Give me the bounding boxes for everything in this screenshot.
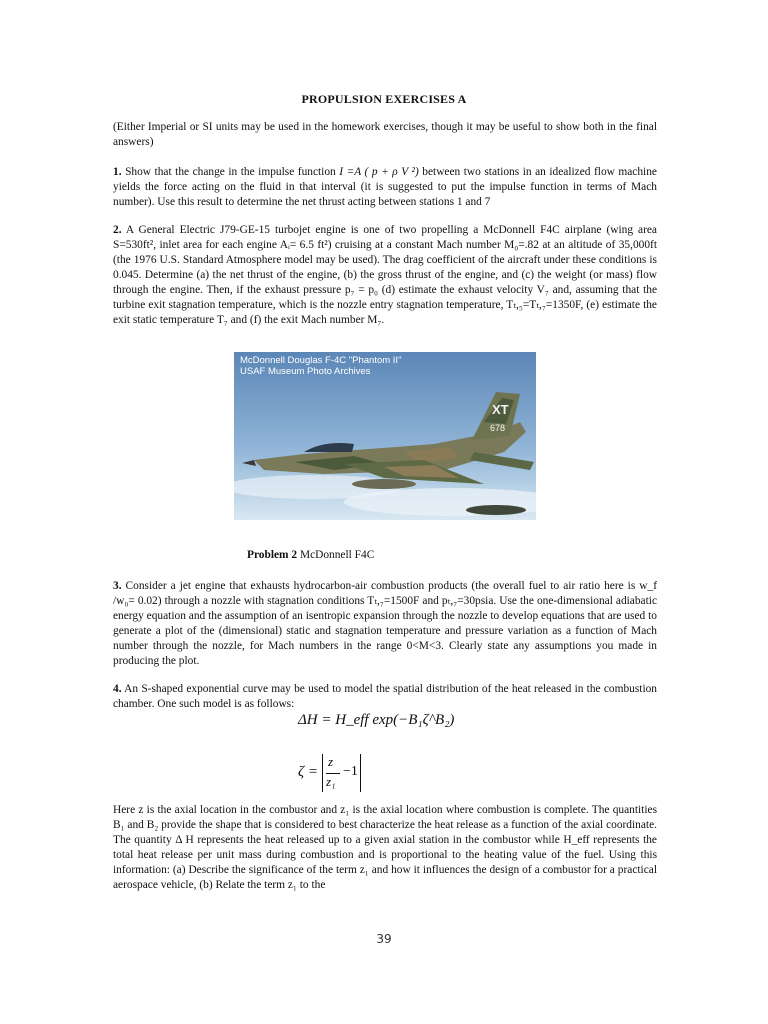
zeta-minus-one: −1 (343, 764, 358, 779)
problem-3-number: 3. (113, 580, 122, 592)
problem-1-text-a: Show that the change in the impulse function (121, 166, 340, 178)
photo-credit-line-1: McDonnell Douglas F-4C "Phantom II" (240, 355, 402, 366)
intro-paragraph: (Either Imperial or SI units may be used in the homework exercises, though it may be useful to show both in the final answers) (113, 121, 657, 148)
impulse-formula: I =A ( p + ρ V ²) (339, 166, 419, 178)
figure-caption (247, 549, 374, 561)
photo-credit-line-2: USAF Museum Photo Archives (240, 366, 371, 377)
tail-number-text: 678 (490, 423, 506, 433)
problem-3-text: Consider a jet engine that exhausts hydrocarbon-air combustion products (the overall fuel to air ratio here is w_f /w₀= 0.02) through a nozzle with stagnation conditions Tₜ,₇=1500F and pₜ,₇=30psia. Use the one-dimensional adiabatic energy equation and the assumption of an isentropic expansion through the nozzle to develop equations that are used to generate a plot of the (dimensional) static and stagnation temperature and pressure variation as a function of Mach number through the nozzle, for Mach numbers in the range 0<M<3. Clearly state any assumptions you made in producing the plot. (113, 580, 657, 667)
problem-4-number: 4. (113, 683, 122, 695)
problem-3-paragraph (113, 579, 657, 669)
f4c-phantom-image (234, 352, 536, 520)
tail-code-text: XT (492, 402, 509, 417)
abs-bar-right (360, 754, 361, 792)
page-title: PROPULSION EXERCISES A (301, 92, 467, 106)
zeta-fraction-num: z (328, 754, 334, 769)
page-number: 39 (376, 932, 392, 946)
problem-4-paragraph (113, 682, 657, 712)
abs-bar-left (322, 754, 323, 792)
aircraft-photo (234, 352, 536, 520)
problem-2-number: 2. (113, 224, 122, 236)
caption-text: McDonnell F4C (297, 549, 375, 561)
caption-label: Problem 2 (247, 549, 298, 561)
problem-4-text: An S-shaped exponential curve may be used to model the spatial distribution of the heat released in the combustion chamber. One such model is as follows: (113, 683, 657, 710)
problem-2-text: A General Electric J79-GE-15 turbojet engine is one of two propelling a McDonnell F4C airplane (wing area S=530ft², inlet area for each engine Aᵢ= 6.5 ft²) cruising at a constant Mach number M₀=.82 at an altitude of 35,000ft (the 1976 U.S. Standard Atmosphere model may be used). The drag coefficient of the aircraft under these conditions is 0.045. Determine (a) the net thrust of the engine, (b) the gross thrust of the engine, and (c) the weight (or mass) flow through the engine. Then, if the exhaust pressure p₇ = p₀ (d) estimate the exhaust velocity V₇ and, assuming that the turbine exit stagnation temperature, which is the nozzle entry stagnation temperature, Tₜ,₅=Tₜ,₇=1350F, (e) estimate the exit static temperature T₇ and (f) the exit Mach number M₇. (113, 224, 657, 326)
heat-release-equation: ΔH = H_eff exp(−B₁ζ^B₂) (298, 712, 455, 728)
problem-2-paragraph (113, 223, 657, 328)
problem-1-number: 1. (113, 166, 122, 178)
problem-1-text-b: between two stations in an idealized flow machine yields the force acting on the fluid in that interval (it is suggested to put the impulse function in terms of Mach number). Use this result to determine the net thrust acting between stations 1 and 7 (113, 166, 657, 208)
problem-4-continuation: Here z is the axial location in the combustor and z₁ is the axial location where combustion is complete. The quantities B₁ and B₂ provide the shape that is considered to best characterize the heat release as a function of the axial coordinate. The quantity Δ H represents the heat released up to a given axial station in the combustor while H_eff represents the total heat release per unit mass during combustion and is proportional to the heating value of the fuel. Using this information: (a) Describe the significance of the term z₁ and how it influences the design of a combustor for a practical aerospace vehicle, (b) Relate the term z₁ to the (113, 804, 657, 891)
problem-1-paragraph (113, 165, 657, 210)
zeta-equation (298, 754, 378, 794)
zeta-fraction-den: z₁ (326, 774, 336, 789)
zeta-lhs: ζ = (298, 764, 318, 780)
